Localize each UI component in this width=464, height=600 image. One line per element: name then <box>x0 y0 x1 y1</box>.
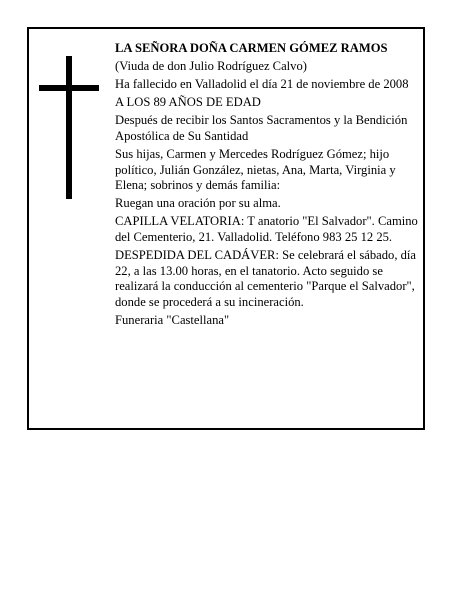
prayer-line: Ruegan una oración por su alma. <box>115 196 281 211</box>
widow-of-line: (Viuda de don Julio Rodríguez Calvo) <box>115 59 307 74</box>
family-line: Sus hijas, Carmen y Mercedes Rodríguez Gómez; hijo político, Julián González, nietas, Ana, Marta, Virginia y Elena; sobrinos y demás familia: <box>115 147 396 193</box>
funeral-home-line: Funeraria "Castellana" <box>115 313 230 327</box>
cross-icon <box>39 56 99 199</box>
notice-body <box>115 41 423 331</box>
death-line: Ha fallecido en Valladolid el día 21 de noviembre de 2008 <box>115 77 409 92</box>
obituary-notice <box>27 27 425 430</box>
cross-vertical-bar <box>66 56 72 199</box>
cross-horizontal-bar <box>39 85 99 91</box>
chapel-line: CAPILLA VELATORIA: T anatorio "El Salvador". Camino del Cementerio, 21. Valladolid. Teléfono 983 25 12 25. <box>115 214 418 245</box>
deceased-name: LA SEÑORA DOÑA CARMEN GÓMEZ RAMOS <box>115 41 388 55</box>
farewell-line: DESPEDIDA DEL CADÁVER: Se celebrará el sábado, día 22, a las 13.00 horas, en el tanatorio. Acto seguido se realizará la conducción al cementerio "Parque el Salvador", donde se procederá a su incineración. <box>115 248 417 309</box>
sacraments-line: Después de recibir los Santos Sacramentos y la Bendición Apostólica de Su Santidad <box>115 113 408 143</box>
age-line: A LOS 89 AÑOS DE EDAD <box>115 95 261 110</box>
